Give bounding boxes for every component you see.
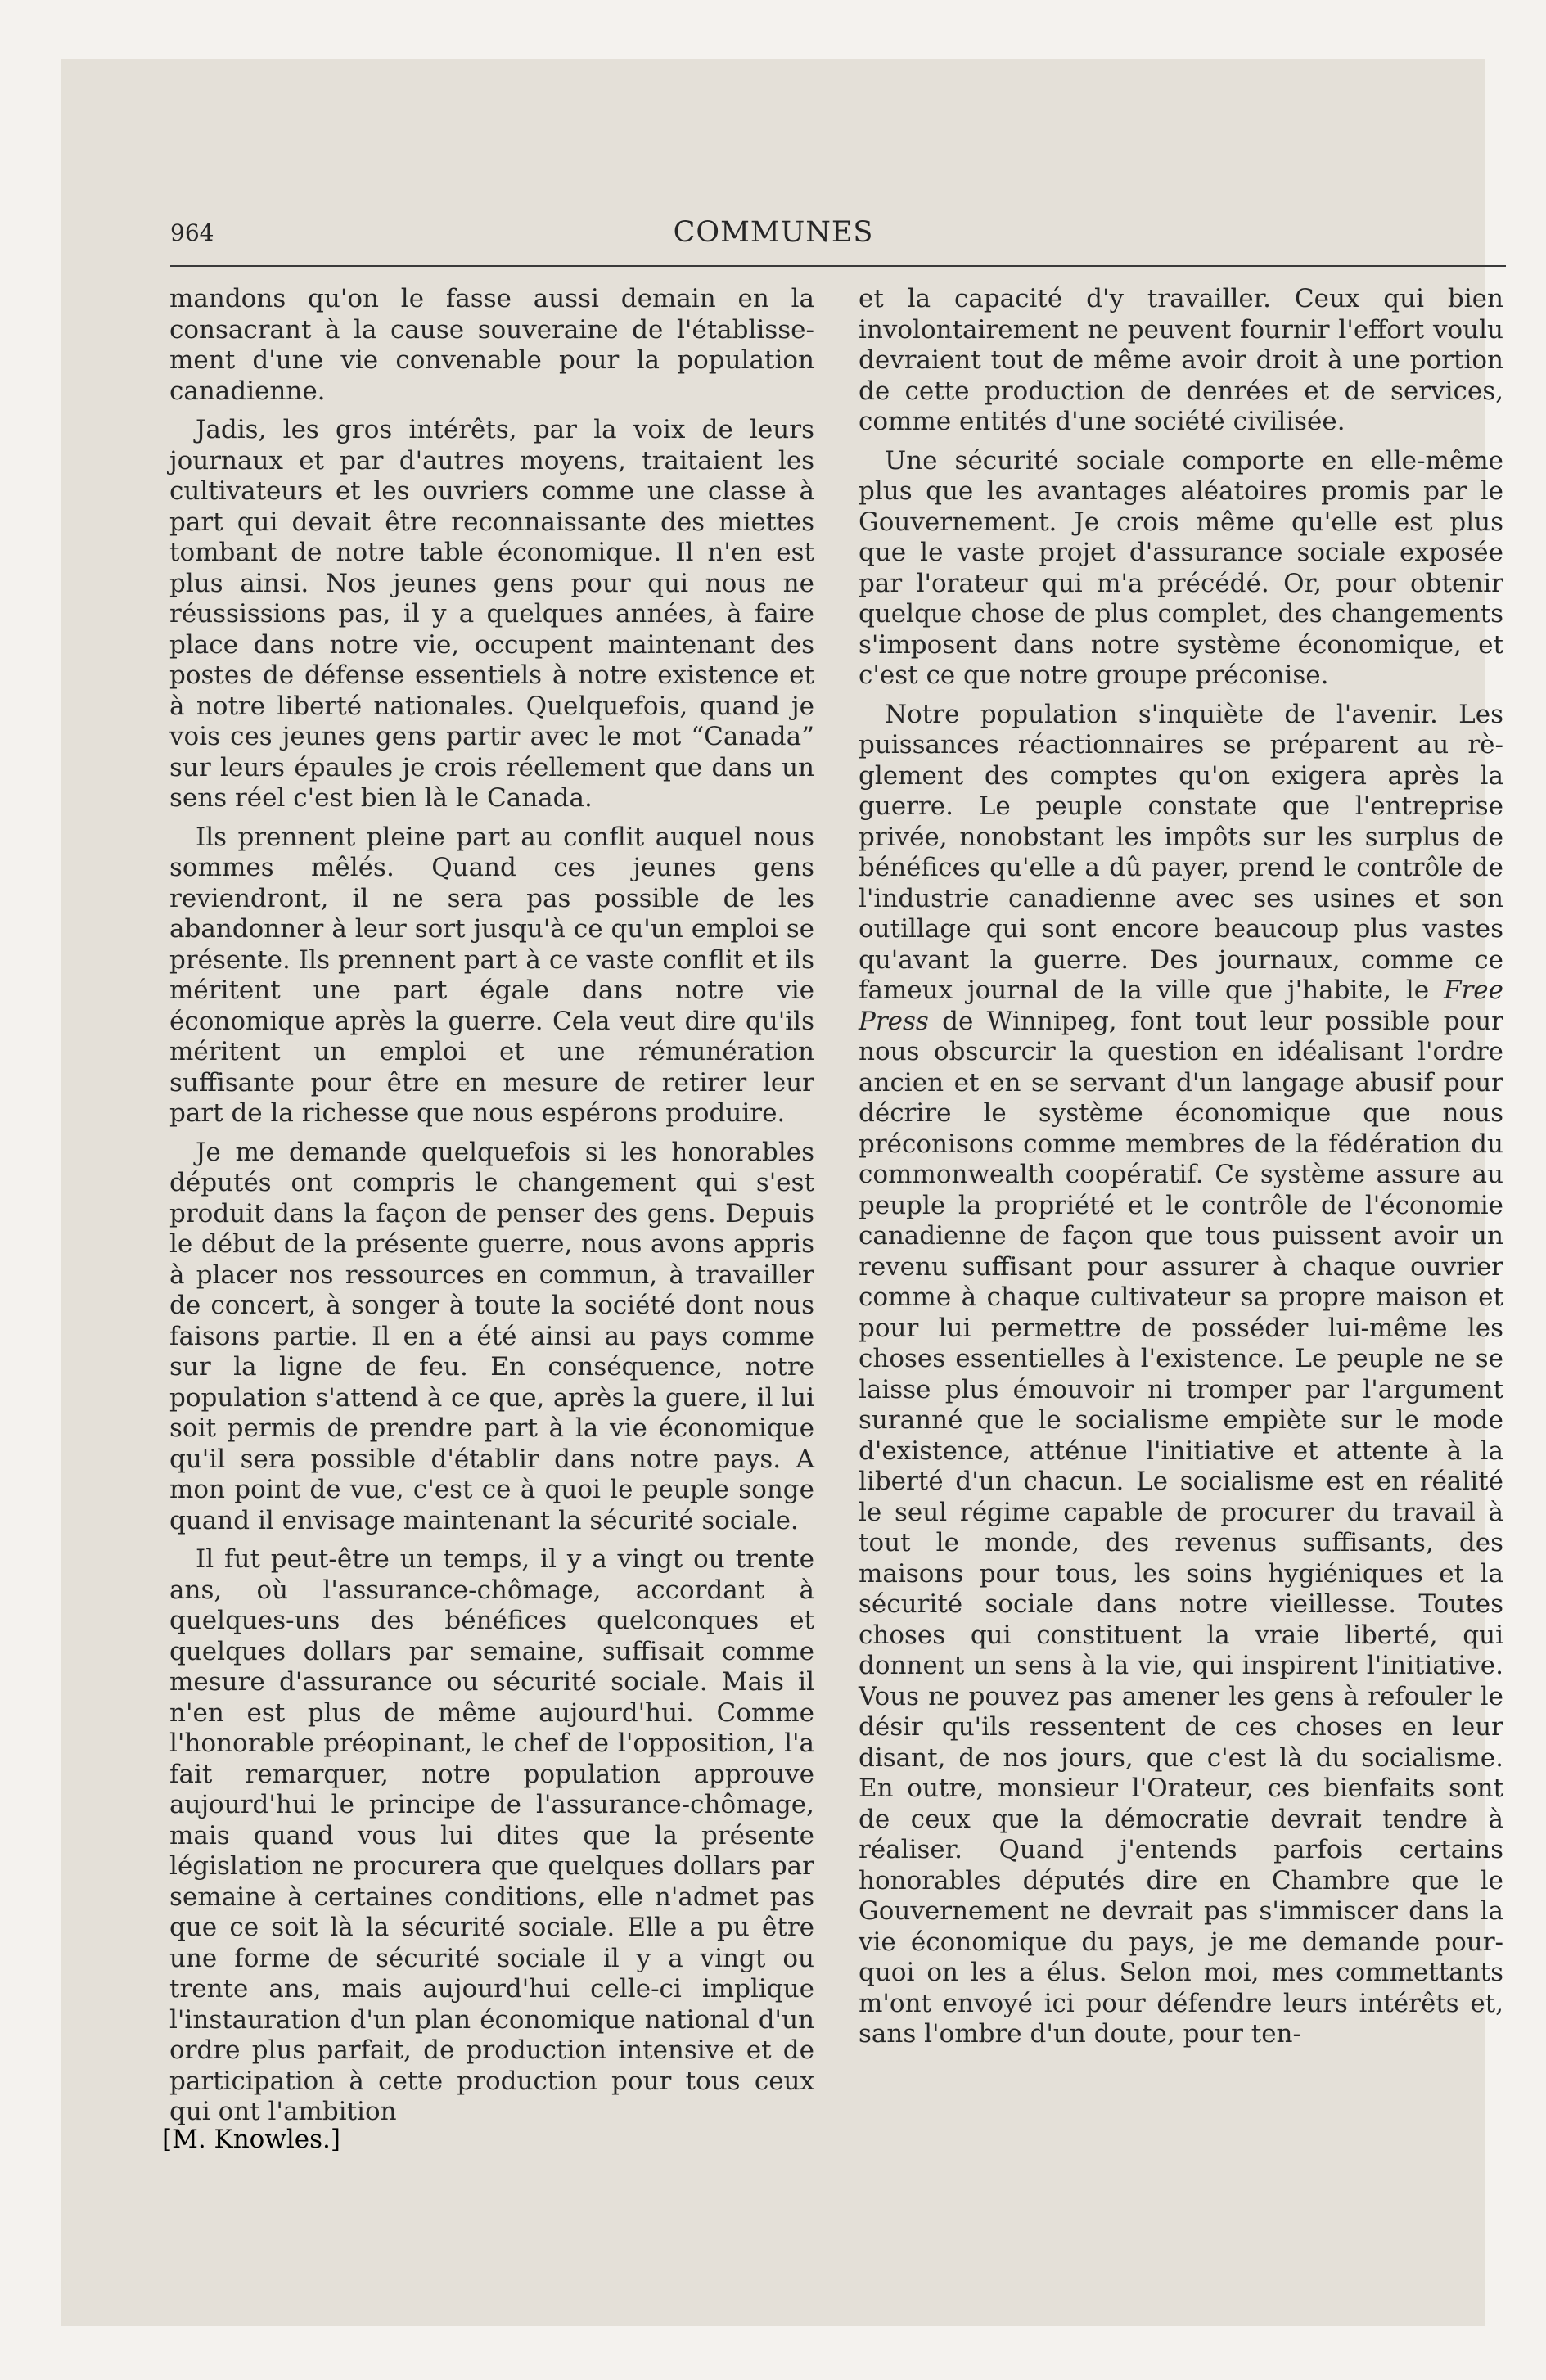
- right-column: [859, 284, 1503, 2058]
- paragraph: et la capacité d'y travailler. Ceux qui bien involontairement ne peuvent fournir l'effort voulu devraient tout de même avoir droit à une portion de cette production de denrées et de services, comme entités d'une société civilisée.: [859, 284, 1503, 436]
- newspaper-title: Free Press: [859, 976, 1503, 1036]
- paragraph: Ils prennent pleine part au conflit auquel nous sommes mêlés. Quand ces jeunes gens reviendront, il ne sera pas possible de les abandonner à leur sort jusqu'à ce qu'un emploi se présente. Ils prennent part à ce vaste conflit et ils méritent une part égale dans notre vie économique après la guerre. Cela veut dire qu'ils méritent un emploi et une rémunération suffisante pour être en mesure de retirer leur part de la richesse que nous espérons produire.: [169, 822, 814, 1128]
- paragraph: Une sécurité sociale comporte en elle-même plus que les avantages aléatoires promis par le Gouvernement. Je crois même qu'elle est plus que le vaste projet d'assurance sociale exposée par l'orateur qui m'a précédé. Or, pour obtenir quelque chose de plus complet, des changements s'imposent dans notre système économique, et c'est ce que notre groupe préconise.: [859, 445, 1503, 690]
- paragraph: Je me demande quelquefois si les honorables députés ont compris le changement qui s'est produit dans la façon de penser des gens. Depuis le début de la présente guerre, nous avons appris à placer nos ressources en commun, à travailler de concert, à songer à toute la société dont nous faisons partie. Il en a été ainsi au pays comme sur la ligne de feu. En conséquence, notre population s'attend à ce que, après la guere, il lui soit permis de prendre part à la vie économique qu'il sera possible d'établir dans notre pays. A mon point de vue, c'est ce à quoi le peuple songe quand il envisage maintenant la sécurité sociale.: [169, 1137, 814, 1535]
- paragraph: mandons qu'on le fasse aussi demain en la consacrant à la cause souveraine de l'établissement d'une vie convenable pour la population canadienne.: [169, 284, 814, 406]
- paragraph: Il fut peut-être un temps, il y a vingt ou trente ans, où l'assurance-chômage, accordant à quelques-uns des bénéfices quelconques et quelques dollars par semaine, suffisait comme mesure d'assurance ou sécurité sociale. Mais il n'en est plus de même aujourd'hui. Comme l'honorable préopinant, le chef de l'opposition, l'a fait remarquer, notre population approuve aujourd'hui le principe de l'assurance-chômage, mais quand vous lui dites que la présente législation ne procurera que quelques dollars par semaine à certaines conditions, elle n'admet pas que ce soit là la sécurité sociale. Elle a pu être une forme de sécurité sociale il y a vingt ou trente ans, mais aujourd'hui celle-ci implique l'instauration d'un plan économique national d'un ordre plus parfait, de production intensive et de participation à cette production pour tous ceux qui ont l'ambition: [169, 1544, 814, 2126]
- document-page: [61, 59, 1503, 2326]
- header-rule: [170, 265, 1506, 267]
- paragraph: [859, 700, 1503, 2050]
- running-head: COMMUNES: [673, 216, 874, 249]
- speaker-attribution: [M. Knowles.]: [162, 2125, 340, 2154]
- left-column: [169, 284, 814, 2136]
- page-number: 964: [170, 219, 214, 246]
- paragraph-text: Notre population s'inquiète de l'avenir. Les puissances réactionnaires se préparent au règlement des comptes qu'on exigera après la guerre. Le peuple constate que l'entreprise privée, nonobstant les impôts sur les surplus de bénéfices qu'elle a dû payer, prend le contrôle de l'industrie canadienne avec ses usines et son outillage qui sont encore beaucoup plus vastes qu'avant la guerre. Des journaux, comme ce fameux journal de la ville que j'habite, le: [859, 699, 1503, 1005]
- paragraph: Jadis, les gros intérêts, par la voix de leurs journaux et par d'autres moyens, traitaient les cultivateurs et les ouvriers comme une classe à part qui devait être reconnaissante des miettes tombant de notre table économique. Il n'en est plus ainsi. Nos jeunes gens pour qui nous ne réussissions pas, il y a quelques années, à faire place dans notre vie, occupent maintenant des postes de défense essentiels à notre existence et à notre liberté nationales. Quelquefois, quand je vois ces jeunes gens partir avec le mot “Canada” sur leurs épaules je crois réellement que dans un sens réel c'est bien là le Canada.: [169, 415, 814, 813]
- paragraph-text: de Winnipeg, font tout leur possible pour nous obscurcir la question en idéalisant l'ordre ancien et en se servant d'un langage abusif pour décrire le système économique que nous préconisons comme membres de la fédération du commonwealth coopératif. Ce système assure au peuple la propriété et le contrôle de l'économie canadienne de façon que tous puissent avoir un revenu suffisant pour assurer à chaque ouvrier comme à chaque cultivateur sa propre maison et pour lui permettre de posséder lui-même les choses essentielles à l'existence. Le peuple ne se laisse plus émouvoir ni tromper par l'argument suranné que le socialisme empiète sur le mode d'existence, atténue l'initiative et attente à la liberté d'un chacun. Le socialisme est en réalité le seul régime capable de procurer du travail à tout le monde, des revenus suffisants, des maisons pour tous, les soins hygiéniques et la sécurité sociale dans notre vieillesse. Toutes choses qui constituent la vraie liberté, qui donnent un sens à la vie, qui inspirent l'initiative. Vous ne pouvez pas amener les gens à refouler le désir qu'ils ressentent de ces choses en leur disant, de nos jours, que c'est là du socialisme. En outre, monsieur l'Orateur, ces bienfaits sont de ceux que la démocratie devrait tendre à réaliser. Quand j'entends parfois certains honorables députés dire en Chambre que le Gouvernement ne devrait pas s'immiscer dans la vie économique du pays, je me demande pourquoi on les a élus. Selon moi, mes commettants m'ont envoyé ici pour défendre leurs intérêts et, sans l'ombre d'un doute, pour ten-: [859, 1006, 1503, 2049]
